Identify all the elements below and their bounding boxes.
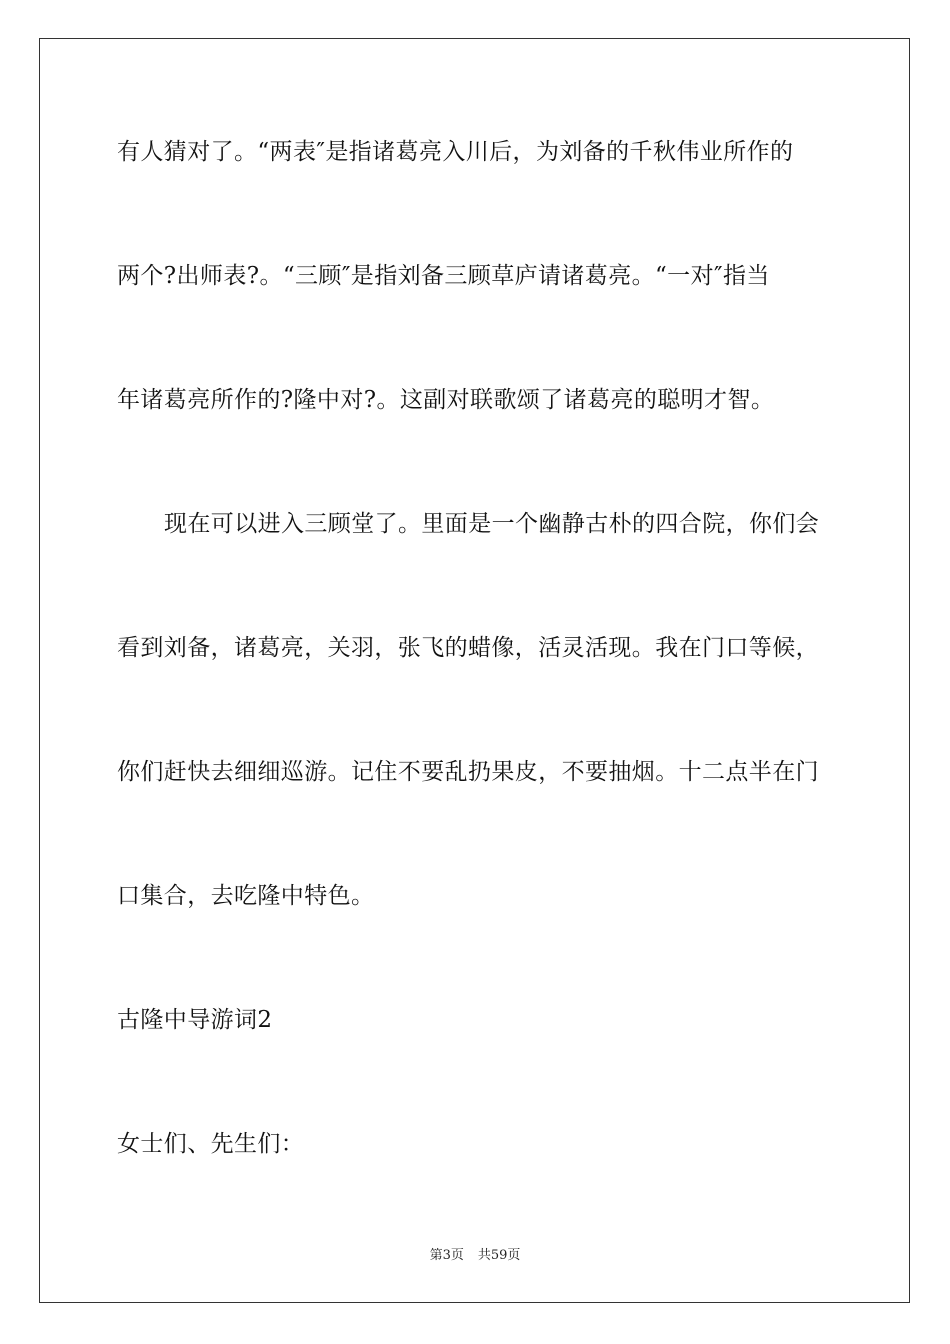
page-number: 第3页	[429, 1248, 464, 1263]
page-border	[39, 38, 910, 1303]
paragraph-line-3: 年诸葛亮所作的?隆中对?。这副对联歌颂了诸葛亮的聪明才智。	[117, 387, 775, 413]
section-heading: 古隆中导游词2	[117, 1007, 273, 1033]
greeting-line: 女士们、先生们：	[117, 1131, 305, 1157]
paragraph-line-2: 两个?出师表?。“三顾″是指刘备三顾草庐请诸葛亮。“一对″指当	[117, 263, 770, 289]
paragraph-line-6: 你们赶快去细细巡游。记住不要乱扔果皮，不要抽烟。十二点半在门	[117, 759, 819, 785]
total-pages: 共59页	[477, 1248, 521, 1263]
page-footer	[0, 1248, 950, 1264]
paragraph-line-1: 有人猜对了。“两表″是指诸葛亮入川后，为刘备的千秋伟业所作的	[117, 139, 794, 165]
paragraph-line-7: 口集合，去吃隆中特色。	[117, 883, 375, 909]
paragraph-line-4: 现在可以进入三顾堂了。里面是一个幽静古朴的四合院，你们会	[164, 511, 820, 537]
paragraph-line-5: 看到刘备，诸葛亮，关羽，张飞的蜡像，活灵活现。我在门口等候，	[117, 635, 819, 661]
